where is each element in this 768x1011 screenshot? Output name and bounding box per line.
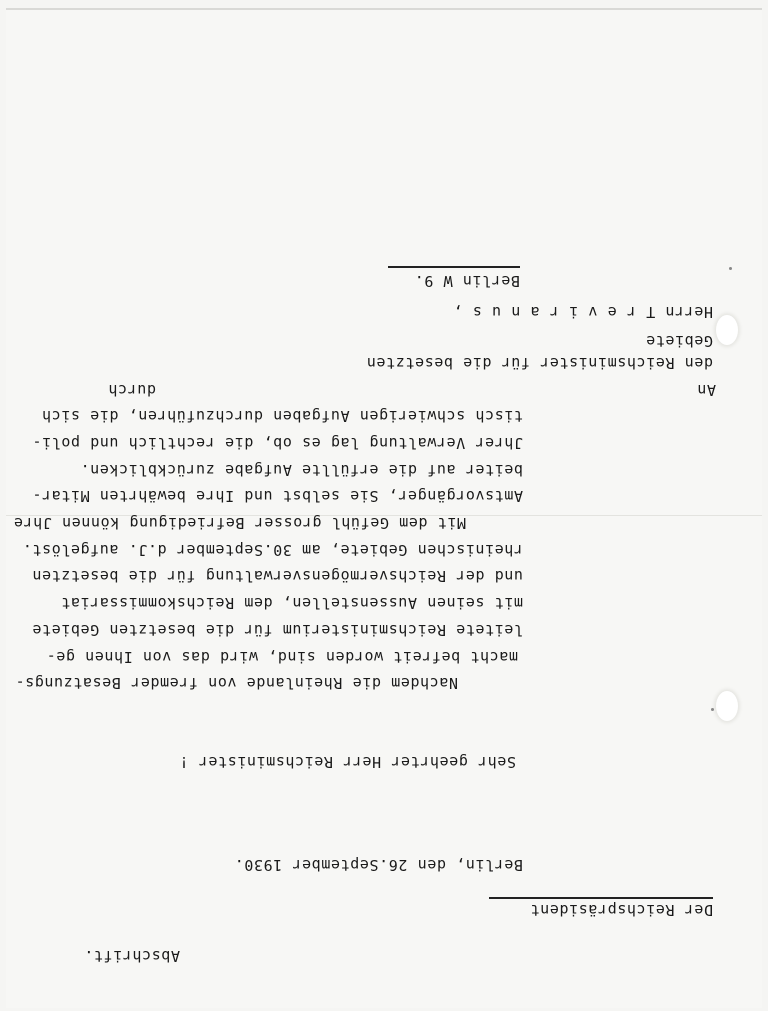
body-line: macht befreit worden sind, wird das von Ihnen ge- (46, 648, 518, 666)
body-line: durch (107, 381, 156, 399)
paper-speck (711, 708, 714, 711)
body-line: Mit dem Gefühl grosser Befriedigung können Jhre (13, 514, 466, 532)
body-line: Amtsvorgänger, Sie selbst und Ihre bewährten Mitar- (31, 487, 523, 505)
paper-speck (729, 267, 732, 270)
body-line: Nachdem die Rheinlande von fremder Besatzungs- (14, 674, 458, 692)
body-line: Jhrer Verwaltung lag es ob, die rechtlich und poli- (31, 434, 523, 452)
body-line: mit seinen Aussenstellen, dem Reichskommissariat (60, 594, 523, 612)
address-underline (388, 266, 520, 268)
document-heading: Abschrift. (83, 947, 180, 965)
sender-underline (489, 897, 713, 899)
body-line: und der Reichsvermögensverwaltung für die besetzten (31, 567, 523, 585)
place-date: Berlin, den 26.September 1930. (234, 856, 523, 874)
address-line: Herrn T r e v i r a n u s , (452, 303, 713, 321)
punch-hole-top (716, 691, 738, 721)
address-label: An (696, 381, 716, 399)
address-line: Gebiete (645, 332, 713, 350)
punch-hole-bottom (716, 315, 738, 345)
salutation: Sehr geehrter Herr Reichsminister ! (178, 753, 516, 771)
body-line: tisch schwierigen Aufgaben durchzuführen, die sich (41, 407, 523, 425)
body-line: leitete Reichsministerium für die besetzten Gebiete (31, 621, 523, 639)
sender-line: Der Reichspräsident (530, 901, 713, 919)
address-line: den Reichsminister für die besetzten (366, 354, 713, 372)
address-line: Berlin W 9. (414, 272, 520, 290)
body-line: rheinischen Gebiete, am 30.September d.J. aufgelöst. (22, 541, 523, 559)
body-line: beiter auf die erfüllte Aufgabe zurückblicken. (79, 461, 523, 479)
